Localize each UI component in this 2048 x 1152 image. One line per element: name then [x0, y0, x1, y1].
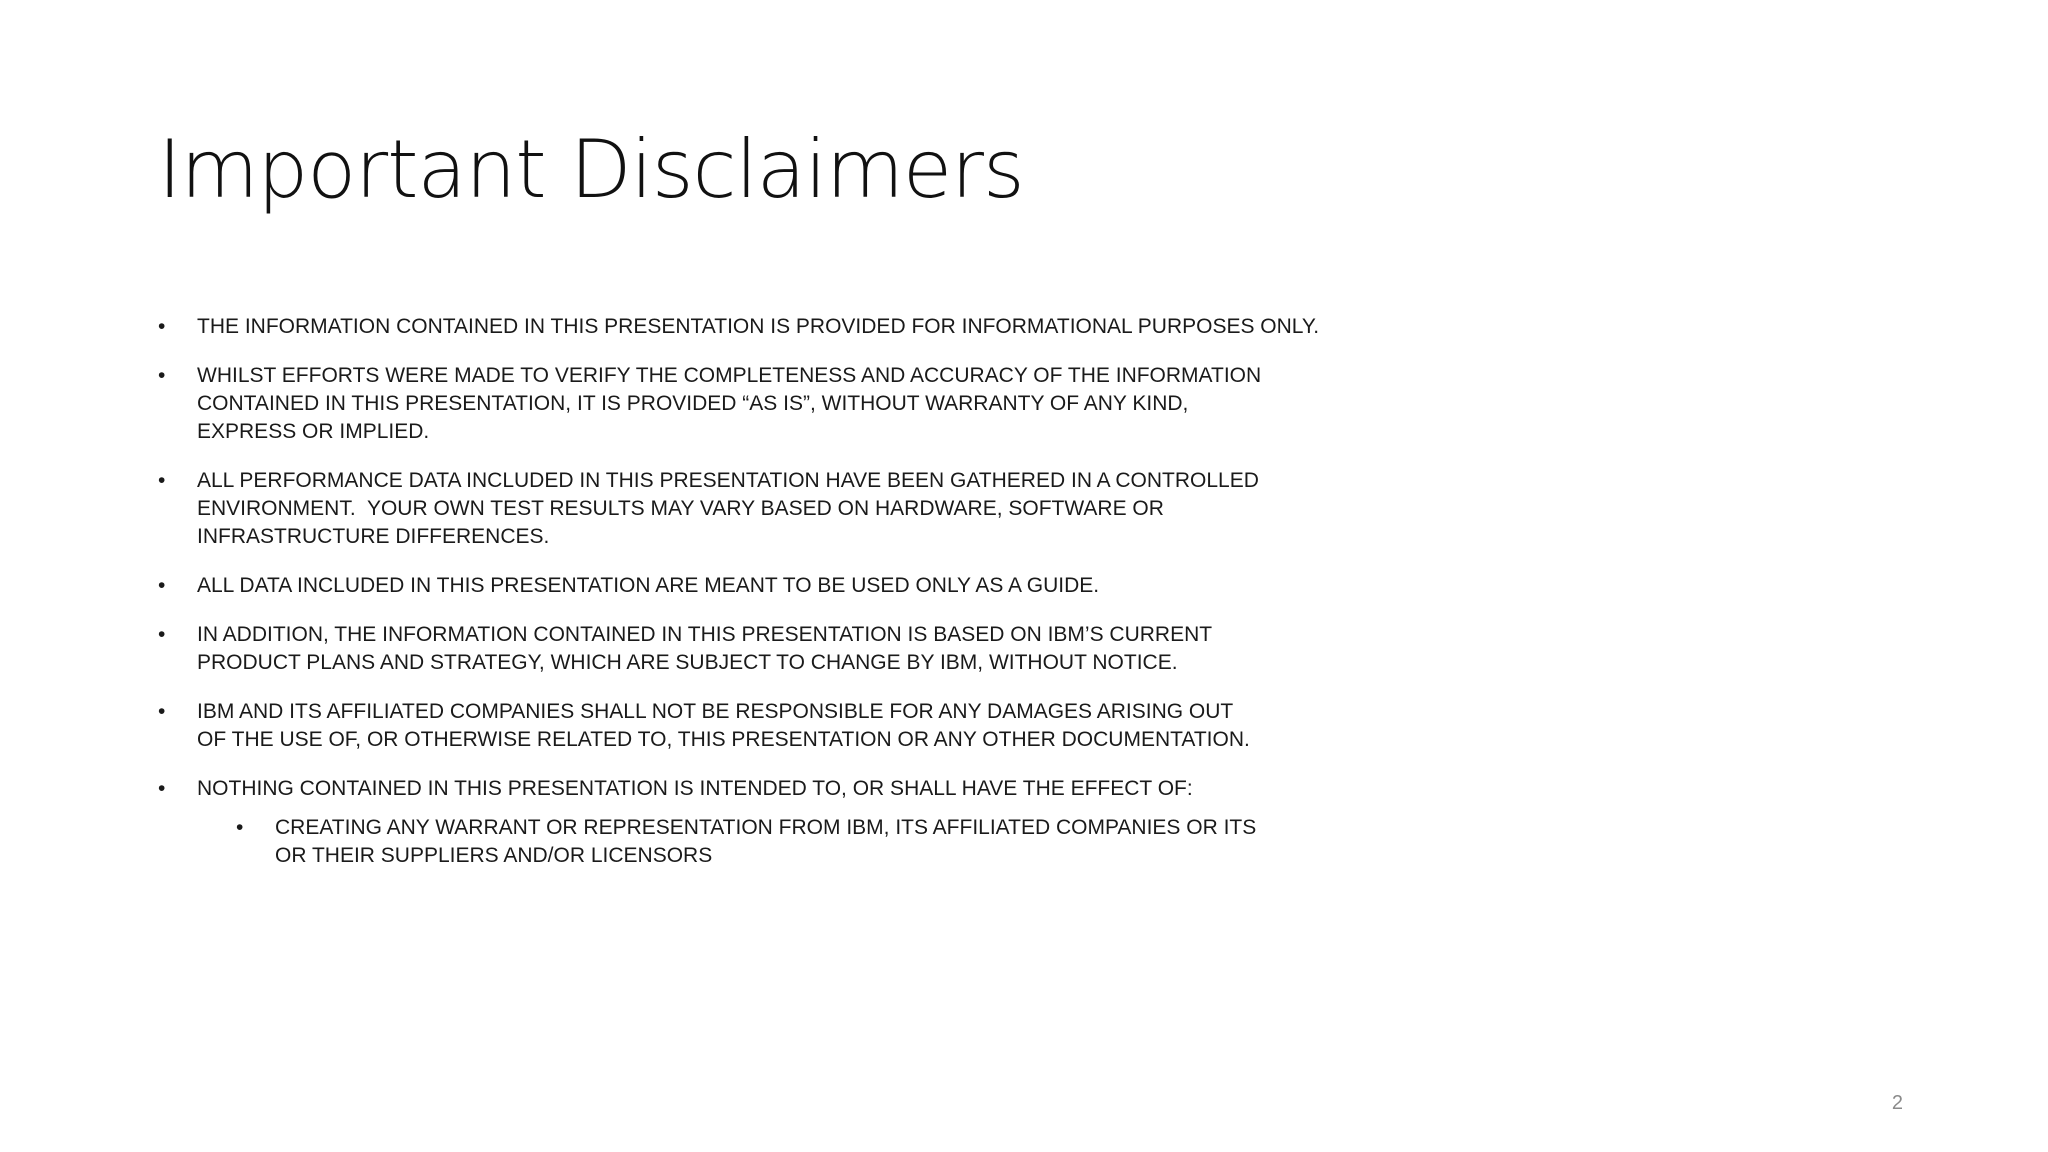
sub-bullet-list [197, 814, 1478, 870]
bullet-dot: • [158, 574, 166, 597]
bullet-dot: • [158, 315, 166, 338]
disclaimer-bullet [158, 698, 1478, 754]
bullet-text-line: NOTHING CONTAINED IN THIS PRESENTATION IS INTENDED TO, OR SHALL HAVE THE EFFECT OF: [197, 777, 1193, 800]
bullet-text-line: THE INFORMATION CONTAINED IN THIS PRESENTATION IS PROVIDED FOR INFORMATIONAL PURPOSES ONLY. [197, 315, 1320, 338]
disclaimer-bullet [158, 362, 1478, 446]
bullet-text-line: ENVIRONMENT. YOUR OWN TEST RESULTS MAY VARY BASED ON HARDWARE, SOFTWARE OR [197, 497, 1164, 520]
bullet-text-line: ALL PERFORMANCE DATA INCLUDED IN THIS PRESENTATION HAVE BEEN GATHERED IN A CONTROLLED [197, 469, 1259, 492]
bullet-text-line: EXPRESS OR IMPLIED. [197, 420, 430, 443]
sub-bullet [236, 814, 1478, 870]
bullet-text-line: CONTAINED IN THIS PRESENTATION, IT IS PROVIDED “AS IS”, WITHOUT WARRANTY OF ANY KIND, [197, 392, 1189, 415]
bullet-text-line: PRODUCT PLANS AND STRATEGY, WHICH ARE SUBJECT TO CHANGE BY IBM, WITHOUT NOTICE. [197, 651, 1178, 674]
disclaimer-bullet [158, 467, 1478, 551]
page-number: 2 [1891, 1092, 1903, 1114]
slide-title: Important Disclaimers [158, 123, 1024, 216]
disclaimer-bullet [158, 313, 1478, 341]
bullet-text-line: ALL DATA INCLUDED IN THIS PRESENTATION ARE MEANT TO BE USED ONLY AS A GUIDE. [197, 574, 1100, 597]
sub-bullet-text-line: OR THEIR SUPPLIERS AND/OR LICENSORS [275, 844, 713, 867]
disclaimer-bullet [158, 621, 1478, 677]
bullet-text-line: IBM AND ITS AFFILIATED COMPANIES SHALL NOT BE RESPONSIBLE FOR ANY DAMAGES ARISING OUT [197, 700, 1234, 723]
bullet-dot: • [158, 364, 166, 387]
bullet-text-line: OF THE USE OF, OR OTHERWISE RELATED TO, THIS PRESENTATION OR ANY OTHER DOCUMENTATION. [197, 728, 1250, 751]
disclaimer-bullet [158, 775, 1478, 870]
bullet-text-line: IN ADDITION, THE INFORMATION CONTAINED IN THIS PRESENTATION IS BASED ON IBM’S CURRENT [197, 623, 1213, 646]
disclaimer-bullet [158, 572, 1478, 600]
bullet-text-line: WHILST EFFORTS WERE MADE TO VERIFY THE COMPLETENESS AND ACCURACY OF THE INFORMATION [197, 364, 1262, 387]
bullet-dot: • [158, 469, 166, 492]
sub-bullet-text-line: CREATING ANY WARRANT OR REPRESENTATION FROM IBM, ITS AFFILIATED COMPANIES OR ITS [275, 816, 1257, 839]
bullet-dot: • [158, 777, 166, 800]
bullet-dot: • [158, 700, 166, 723]
bullet-dot: • [236, 816, 244, 839]
bullet-dot: • [158, 623, 166, 646]
disclaimer-bullet-list [158, 313, 1478, 891]
bullet-text-line: INFRASTRUCTURE DIFFERENCES. [197, 525, 550, 548]
